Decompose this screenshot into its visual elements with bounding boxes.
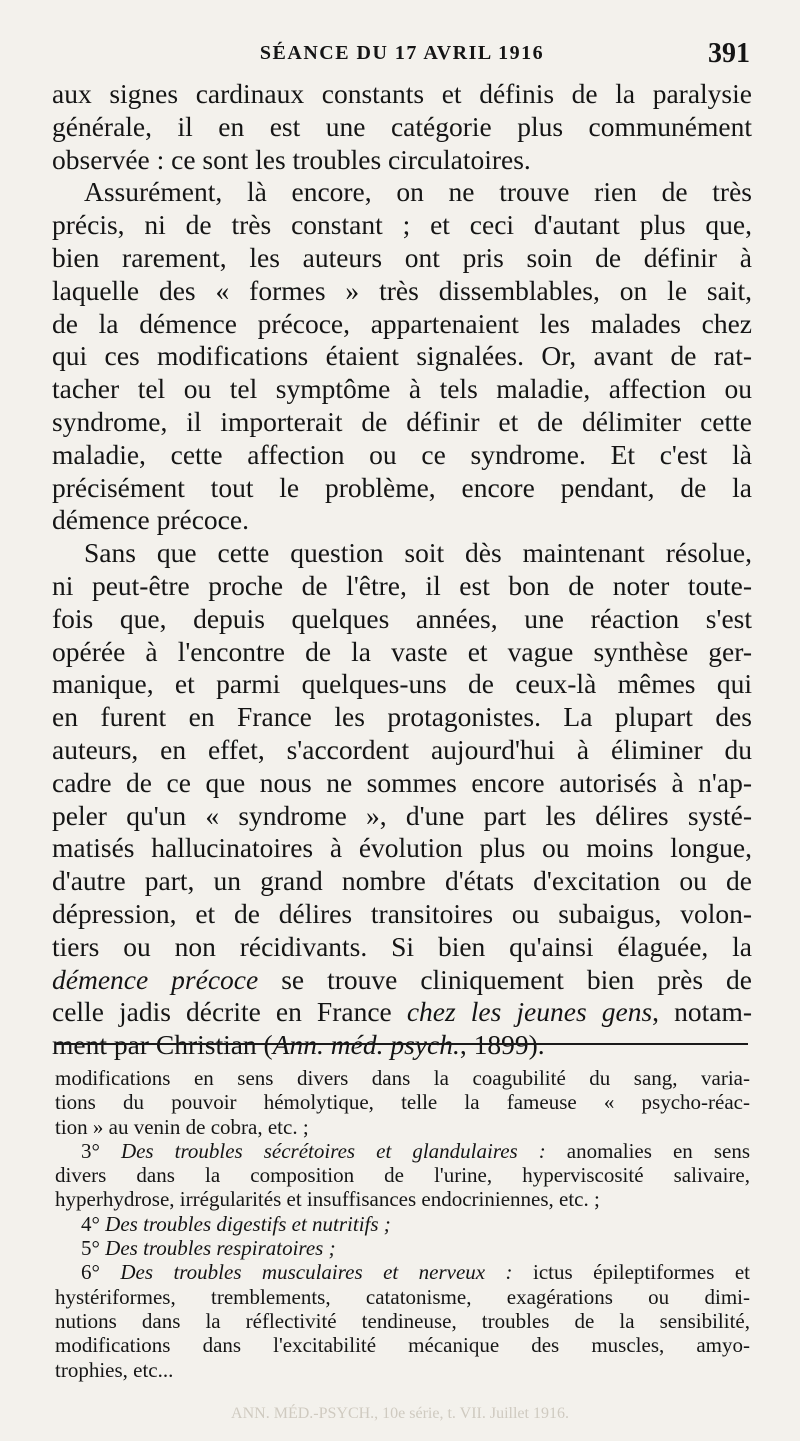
text-fragment: ment par Christian ( xyxy=(52,1029,273,1061)
text-fragment: anomalies en sens xyxy=(545,1138,750,1163)
text-line: ni peut-être proche de l'être, il est bon de noter toute- xyxy=(52,569,752,601)
running-head: SÉANCE DU 17 AVRIL 1916 xyxy=(259,42,545,64)
footnote-line: modifications dans l'excitabilité mécanique des muscles, amyo- xyxy=(55,1333,750,1358)
text-fragment: se trouve cliniquement bien près de xyxy=(258,963,752,995)
paragraph-3 xyxy=(52,537,752,1062)
text-line: d'autre part, un grand nombre d'états d'excitation ou de xyxy=(52,865,752,897)
text-line xyxy=(52,1029,752,1062)
text-line: opérée à l'encontre de la vaste et vague synthèse ger- xyxy=(52,635,752,667)
text-line: observée : ce sont les troubles circulatoires. xyxy=(52,143,531,175)
text-line: qui ces modifications étaient signalées. Or, avant de rat- xyxy=(52,340,752,372)
text-line xyxy=(52,964,752,997)
text-line: Assurément, là encore, on ne trouve rien de très xyxy=(84,176,752,208)
list-number: 4° xyxy=(81,1211,106,1236)
text-line: auteurs, en effet, s'accordent aujourd'hui à éliminer du xyxy=(52,733,752,765)
italic-heading: Des troubles respiratoires ; xyxy=(105,1236,336,1261)
list-number: 6° xyxy=(81,1260,121,1285)
text-fragment: , notam- xyxy=(652,996,753,1028)
text-line xyxy=(52,996,752,1029)
text-line: aux signes cardinaux constants et définis de la paralysie xyxy=(52,78,752,109)
text-line: tacher tel ou tel symptôme à tels maladie, affection ou xyxy=(52,373,752,405)
text-line: Sans que cette question soit dès maintenant résolue, xyxy=(84,537,752,569)
page-number: 391 xyxy=(708,38,750,69)
footnote-line: nutions dans la réflectivité tendineuse, troubles de la sensibilité, xyxy=(55,1308,750,1333)
text-line: syndrome, il importerait de définir et de délimiter cette xyxy=(52,405,752,437)
footnote-line: hyperhydrose, irrégularités et insuffisances endocriniennes, etc. ; xyxy=(55,1187,600,1212)
paragraph-1 xyxy=(52,78,752,176)
footnote-line xyxy=(55,1212,750,1236)
text-line: laquelle des « formes » très dissemblables, on le sait, xyxy=(52,274,752,306)
citation-title: Ann. méd. psych. xyxy=(272,1029,460,1061)
text-line: matisés hallucinatoires à évolution plus ou moins longue, xyxy=(52,832,752,864)
text-line: peler qu'un « syndrome », d'une part les délires systé- xyxy=(52,799,752,831)
text-fragment: , 1899). xyxy=(459,1029,545,1061)
list-number: 5° xyxy=(81,1236,106,1261)
footnote-line xyxy=(55,1236,750,1260)
text-fragment: celle jadis décrite en France xyxy=(52,996,407,1028)
italic-term: démence précoce xyxy=(52,963,259,995)
italic-heading: Des troubles digestifs et nutritifs ; xyxy=(105,1211,391,1236)
text-line: en furent en France les protagonistes. La plupart des xyxy=(52,701,752,733)
text-line: précis, ni de très constant ; et ceci d'autant plus que, xyxy=(52,209,752,241)
text-line: fois que, depuis quelques années, une réaction s'est xyxy=(52,602,752,634)
footnotes xyxy=(55,1066,750,1382)
paragraph-2 xyxy=(52,176,752,537)
main-text xyxy=(52,78,752,1062)
text-line: cadre de ce que nous ne sommes encore autorisés à n'ap- xyxy=(52,766,752,798)
text-fragment: ictus épileptiformes et xyxy=(512,1260,750,1285)
bleed-through-text: ANN. MÉD.-PSYCH., 10e série, t. VII. Juillet 1916. xyxy=(231,1405,569,1422)
footnote-line: tions du pouvoir hémolytique, telle la fameuse « psycho-réac- xyxy=(55,1090,750,1115)
page-header xyxy=(52,36,752,70)
footnote-divider xyxy=(56,1043,748,1045)
text-line: tiers ou non récidivants. Si bien qu'ainsi élaguée, la xyxy=(52,930,752,962)
text-line: manique, et parmi quelques-uns de ceux-là mêmes qui xyxy=(52,668,752,700)
footnote-line xyxy=(55,1139,750,1163)
list-number: 3° xyxy=(81,1138,121,1163)
text-line: précisément tout le problème, encore pendant, de la xyxy=(52,471,752,503)
text-line: démence précoce. xyxy=(52,504,249,536)
text-line: de la démence précoce, appartenaient les malades chez xyxy=(52,307,752,339)
footnote-line: modifications en sens divers dans la coagubilité du sang, varia- xyxy=(55,1066,750,1090)
italic-heading: Des troubles sécrétoires et glandulaires : xyxy=(120,1138,546,1163)
italic-heading: Des troubles musculaires et nerveux : xyxy=(120,1260,513,1285)
footnote-line xyxy=(55,1260,750,1284)
italic-term: chez les jeunes gens xyxy=(406,996,653,1028)
text-line: dépression, et de délires transitoires ou subaigus, volon- xyxy=(52,897,752,929)
footnote-line: hystériformes, tremblements, catatonisme, exagérations ou dimi- xyxy=(55,1284,750,1309)
footnote-line: divers dans la composition de l'urine, hyperviscosité salivaire, xyxy=(55,1163,750,1188)
text-line: générale, il en est une catégorie plus communément xyxy=(52,110,752,142)
text-line: maladie, cette affection ou ce syndrome. Et c'est là xyxy=(52,438,752,470)
text-line: bien rarement, les auteurs ont pris soin de définir à xyxy=(52,241,752,273)
footnote-line: tion » au venin de cobra, etc. ; xyxy=(55,1114,309,1139)
footnote-line: trophies, etc... xyxy=(55,1357,174,1382)
